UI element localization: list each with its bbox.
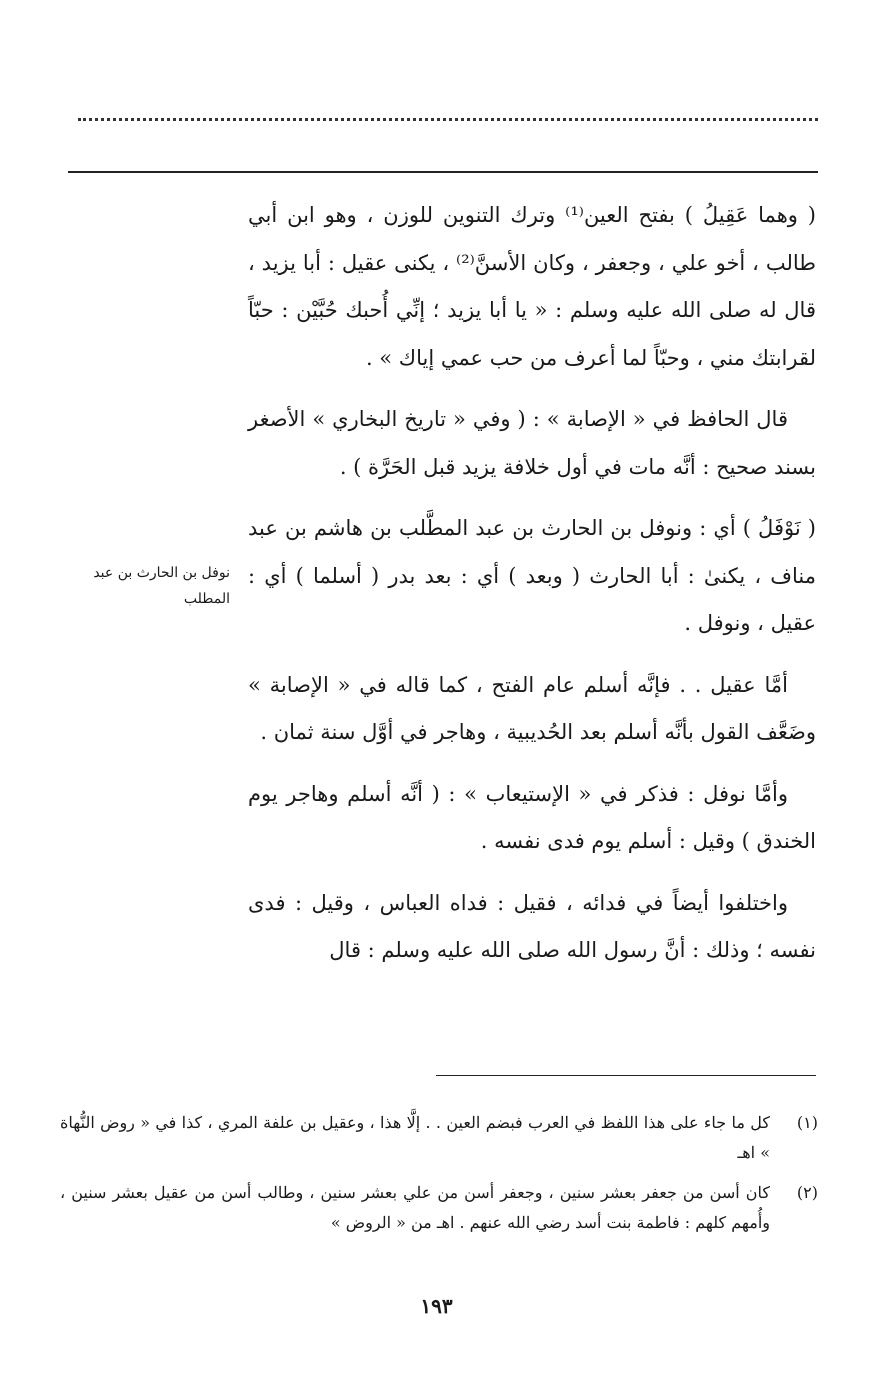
- footnote-rule: [436, 1075, 816, 1076]
- margin-note: نوفل بن الحارث بن عبد المطلب: [93, 565, 230, 607]
- page-number: ١٩٣: [420, 1294, 453, 1318]
- paragraph-nawfal-islam: وأمَّا نوفل : فذكر في « الإستيعاب » : ( أنَّه أسلم وهاجر يوم الخندق ) وقيل : أسلم يوم فدى نفسه .: [248, 781, 816, 853]
- footnote-1: [60, 1108, 818, 1168]
- paragraph-aqil: ( وهما عَقِيلُ ) بفتح العين⁽¹⁾ وترك التنوين للوزن ، وهو ابن أبي طالب ، أخو علي ، وجعفر ، وكان الأسنَّ⁽²⁾ ، يكنى عقيل : أبا يزيد ، قال له صلى الله عليه وسلم : « يا أبا يزيد ؛ إنِّي أُحبك حُبَّيْن : حبّاً لقرابتك مني ، وحبّاً لما أعرف من حب عمي إياك » .: [248, 203, 816, 370]
- dotted-separator: [78, 118, 818, 121]
- footnote-text: كل ما جاء على هذا اللفظ في العرب فبضم العين . . إلَّا هذا ، وعقيل بن علفة المري ، كذا في « روض النُّهاة » اهـ: [60, 1113, 770, 1162]
- paragraph-ransom: واختلفوا أيضاً في فدائه ، فقيل : فداه العباس ، وقيل : فدى نفسه ؛ وذلك : أنَّ رسول الله صلى الله عليه وسلم : قال: [248, 890, 816, 962]
- header-rule: [68, 171, 818, 173]
- footnote-2: [60, 1178, 818, 1238]
- footnote-text: كان أسن من جعفر بعشر سنين ، وجعفر أسن من علي بعشر سنين ، وطالب أسن من عقيل بعشر سنين ، وأُمهم كلهم : فاطمة بنت أسد رضي الله عنهم . اهـ من « الروض »: [60, 1183, 770, 1232]
- footnote-number: (١): [796, 1113, 818, 1132]
- paragraph-hafiz: قال الحافظ في « الإصابة » : ( وفي « تاريخ البخاري » الأصغر بسند صحيح : أنَّه مات في أول خلافة يزيد قبل الحَرَّة ) .: [248, 407, 816, 479]
- footnotes: [60, 1108, 818, 1248]
- main-text: [248, 192, 816, 989]
- footnote-number: (٢): [796, 1183, 818, 1202]
- paragraph-nawfal: ( نَوْفَلُ ) أي : ونوفل بن الحارث بن عبد المطَّلب بن هاشم بن عبد مناف ، يكنىٰ : أبا الحارث ( وبعد ) أي : بعد بدر ( أسلما ) أي : عقيل ، ونوفل .: [248, 516, 816, 635]
- paragraph-aqil-islam: أمَّا عقيل . . فإنَّه أسلم عام الفتح ، كما قاله في « الإصابة » وضَعَّف القول بأنَّه أسلم بعد الحُديبية ، وهاجر في أوَّل سنة ثمان .: [248, 672, 816, 744]
